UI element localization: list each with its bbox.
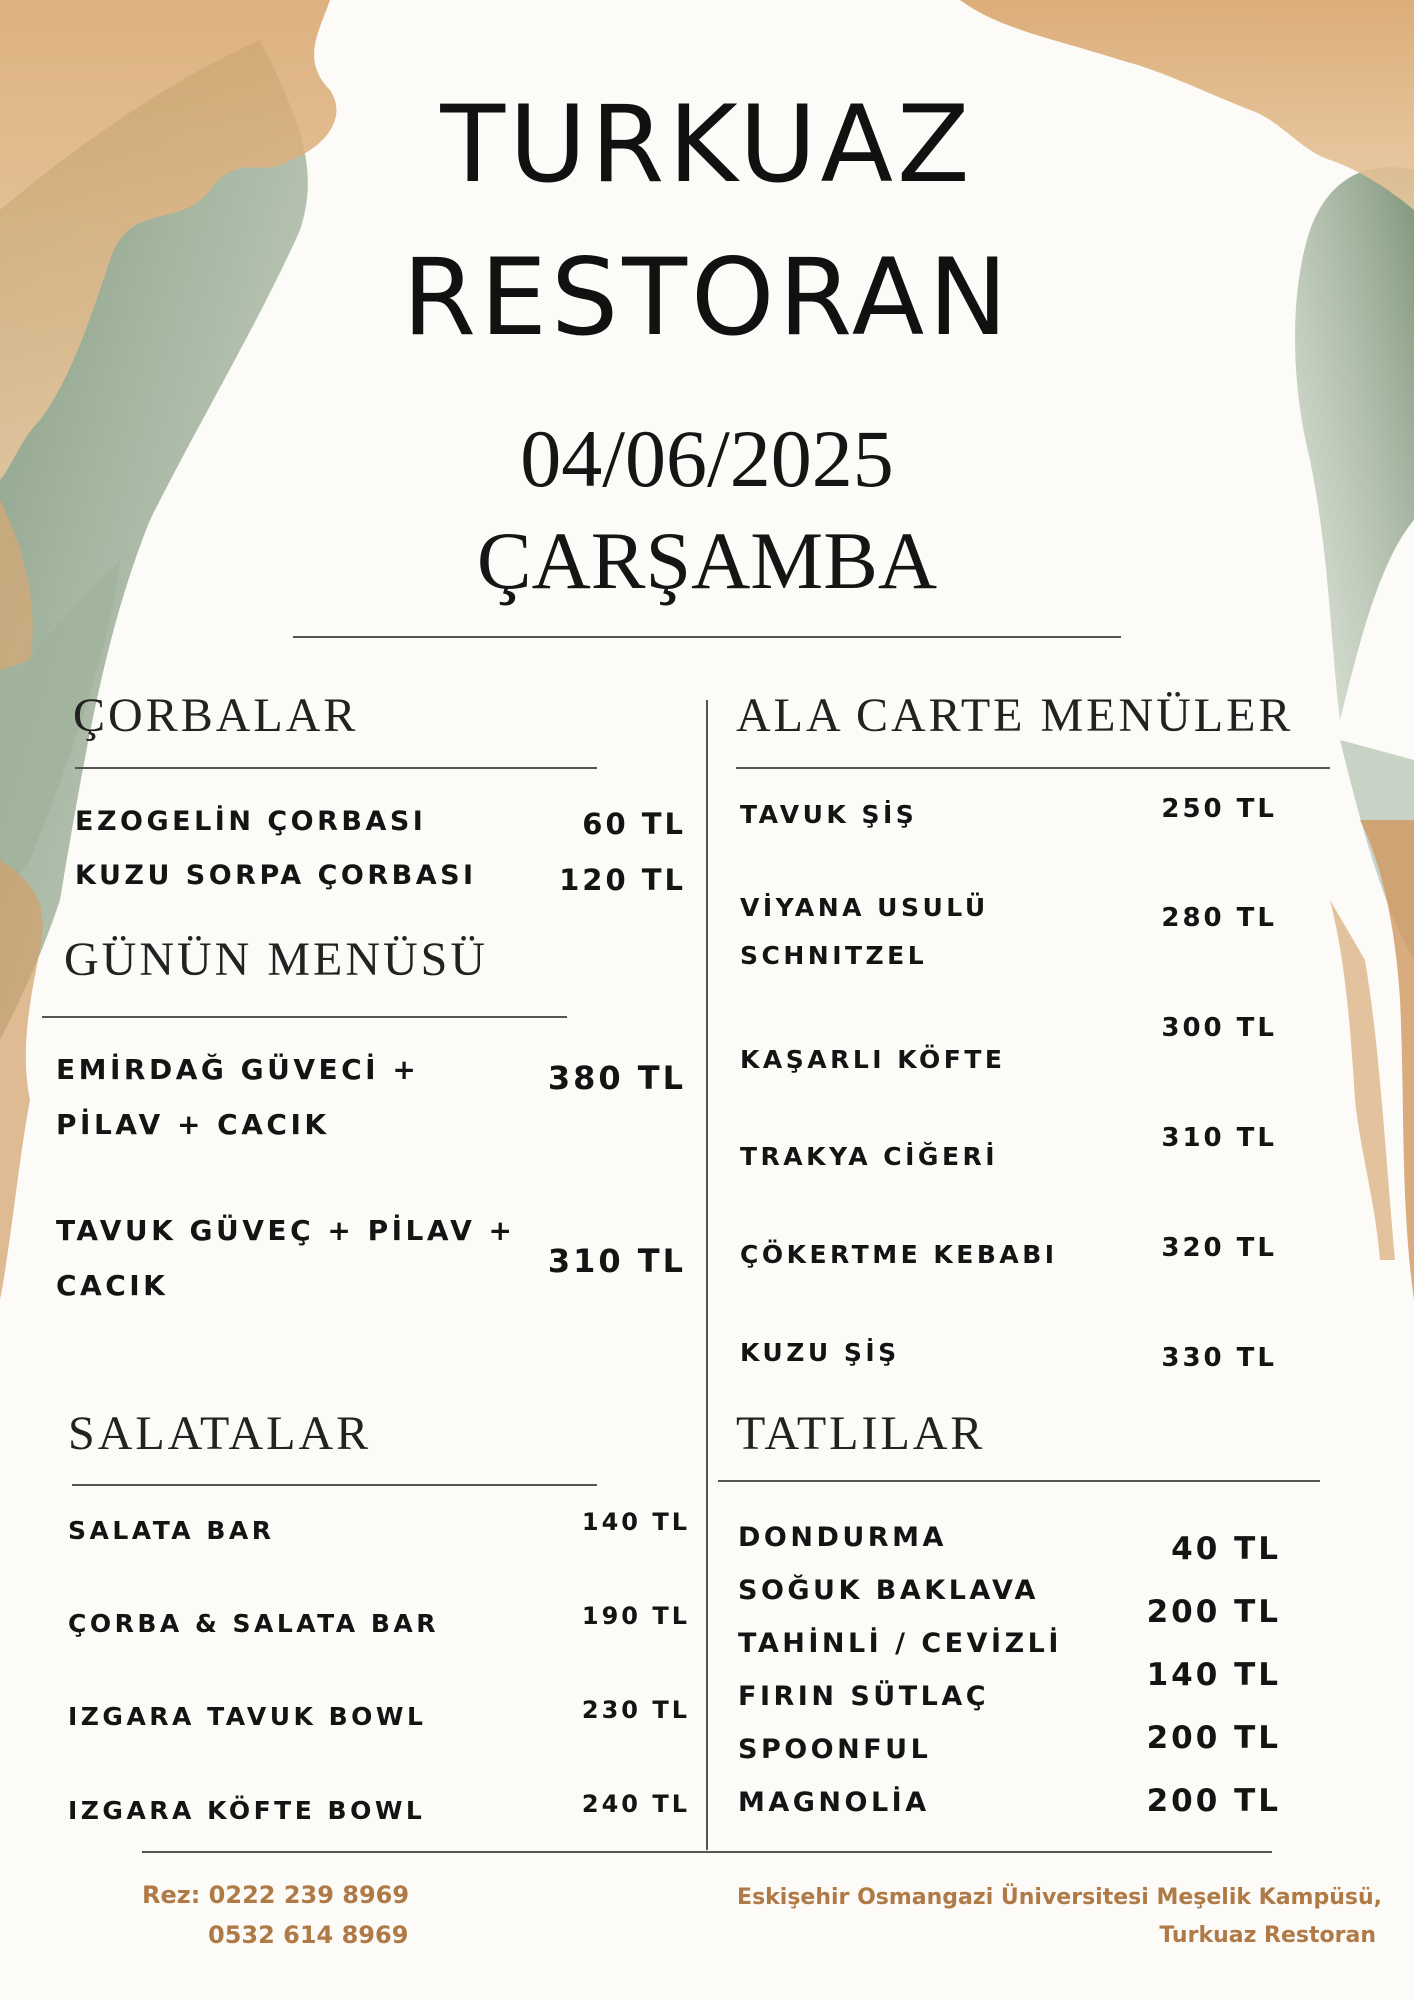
menu-item-price: 140 TL [1146, 1657, 1281, 1693]
menu-day: ÇARŞAMBA [476, 515, 938, 606]
menu-item-name: ÇORBA & SALATA BAR [68, 1609, 439, 1638]
menu-item-name: MAGNOLİA [738, 1787, 930, 1818]
menu-item-price: 250 TL [1161, 794, 1277, 824]
menu-item-name: KAŞARLI KÖFTE [740, 1045, 1006, 1074]
header-divider [293, 636, 1121, 638]
menu-item-price: 330 TL [1161, 1343, 1277, 1373]
menu-item-name: KUZU SORPA ÇORBASI [75, 860, 477, 891]
menu-item-price: 200 TL [1146, 1594, 1281, 1630]
restaurant-name-line2: RESTORAN [402, 236, 1012, 359]
menu-item-name: SALATA BAR [68, 1516, 275, 1545]
menu-item-name: TRAKYA CİĞERİ [740, 1142, 999, 1171]
menu-item-price: 380 TL [547, 1059, 686, 1097]
menu-item-price: 200 TL [1146, 1720, 1281, 1756]
menu-item-name: TAHİNLİ / CEVİZLİ [738, 1628, 1062, 1659]
menu-item-name: SOĞUK BAKLAVA [738, 1575, 1039, 1606]
menu-item-price: 200 TL [1146, 1783, 1281, 1819]
menu-item-name: IZGARA TAVUK BOWL [68, 1702, 427, 1731]
address-line-2: Turkuaz Restoran [1159, 1923, 1376, 1948]
menu-item-name: EZOGELİN ÇORBASI [75, 806, 427, 837]
menu-item-name: ÇÖKERTME KEBABI [740, 1240, 1058, 1269]
menu-item-price: 280 TL [1161, 903, 1277, 933]
menu-item-name: FIRIN SÜTLAÇ [738, 1681, 990, 1712]
section-title-ala-carte: ALA CARTE MENÜLER [736, 689, 1294, 742]
menu-item-price: 310 TL [547, 1242, 686, 1280]
menu-item-name: IZGARA KÖFTE BOWL [68, 1796, 426, 1825]
section-title-gunun-menusu: GÜNÜN MENÜSÜ [64, 933, 489, 986]
section-divider [736, 767, 1330, 769]
section-divider [42, 1016, 567, 1018]
menu-item-name: EMİRDAĞ GÜVECİ + PİLAV + CACIK [56, 1053, 420, 1141]
reservation-phone-2[interactable]: 0532 614 8969 [208, 1921, 409, 1949]
menu-item-price: 300 TL [1161, 1013, 1277, 1043]
menu-date: 04/06/2025 [520, 413, 894, 504]
menu-item-name: TAVUK ŞİŞ [740, 800, 918, 829]
menu-item-price: 60 TL [582, 807, 686, 841]
menu-item-price: 310 TL [1161, 1123, 1277, 1153]
section-title-salatalar: SALATALAR [68, 1407, 372, 1460]
restaurant-name-line1: TURKUAZ [440, 83, 974, 206]
menu-item-price: 240 TL [581, 1790, 690, 1818]
section-divider [72, 1484, 597, 1486]
menu-item-name: VİYANA USULÜ SCHNITZEL [740, 893, 989, 970]
section-divider [75, 767, 597, 769]
section-title-corbalar: ÇORBALAR [73, 689, 359, 742]
menu-item-price: 120 TL [559, 863, 686, 897]
footer-divider [142, 1851, 1272, 1853]
section-title-tatlilar: TATLILAR [736, 1407, 986, 1460]
menu-item-price: 230 TL [581, 1696, 690, 1724]
menu-item-price: 320 TL [1161, 1233, 1277, 1263]
menu-item-name: DONDURMA [738, 1522, 947, 1553]
column-divider [706, 700, 708, 1850]
section-divider [718, 1480, 1320, 1482]
menu-item-price: 40 TL [1171, 1531, 1281, 1567]
menu-item-name: KUZU ŞİŞ [740, 1338, 900, 1367]
menu-item-price: 140 TL [581, 1508, 690, 1536]
address-line-1: Eskişehir Osmangazi Üniversitesi Meşelik Kampüsü, [737, 1885, 1382, 1910]
menu-item-name: SPOONFUL [738, 1734, 932, 1765]
menu-item-name: TAVUK GÜVEÇ + PİLAV + CACIK [56, 1214, 516, 1302]
reservation-phone-1[interactable]: Rez: 0222 239 8969 [142, 1881, 410, 1909]
menu-item-price: 190 TL [581, 1602, 690, 1630]
